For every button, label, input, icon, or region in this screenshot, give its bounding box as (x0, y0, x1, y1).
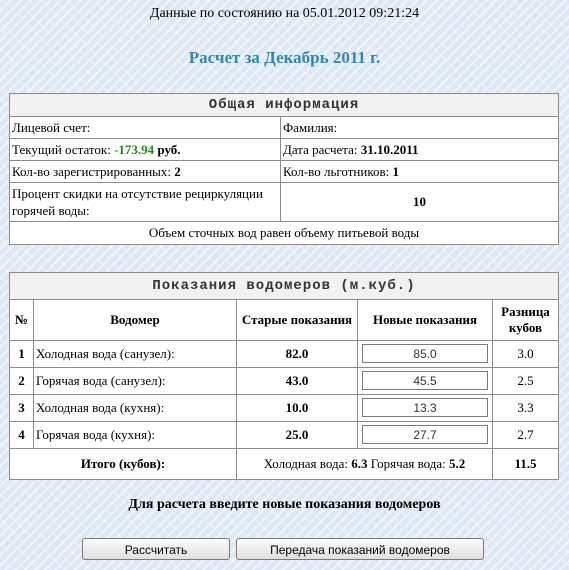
balance-value: -173.94 (114, 141, 155, 157)
col-old: Старые показания (237, 300, 358, 340)
table-row (10, 421, 558, 448)
meter-name: Горячая вода (санузел): (34, 367, 237, 394)
table-row (10, 394, 558, 421)
col-diff: Разница кубов (493, 300, 559, 340)
meter-readings-table (10, 300, 558, 479)
beneficiaries-value: 1 (392, 163, 399, 179)
total-cold-value: 6.3 (351, 455, 368, 471)
table-row (10, 367, 558, 394)
balance-unit: руб. (157, 141, 181, 157)
page-title: Расчет за Декабрь 2011 г. (188, 48, 381, 67)
input-hint: Для расчета введите новые показания водомеров (128, 497, 441, 512)
old-reading: 25.0 (237, 421, 358, 448)
calc-date-cell (281, 139, 559, 161)
registered-value: 2 (174, 163, 181, 179)
diff-value: 2.5 (493, 367, 559, 394)
meter-readings-panel (9, 272, 559, 480)
totals-row (10, 448, 558, 479)
sewage-note: Объем сточных вод равен объему питьевой воды (10, 222, 558, 245)
total-value: 11.5 (493, 448, 559, 479)
meter-readings-header: Показания водомеров (м.куб.) (10, 273, 558, 300)
meter-name: Горячая вода (кухня): (34, 421, 237, 448)
general-info-table (10, 117, 558, 244)
new-reading-input[interactable]: 13.3 (362, 398, 488, 417)
general-info-header: Общая информация (10, 94, 558, 117)
new-reading-input[interactable]: 85.0 (362, 344, 488, 363)
surname-label: Фамилия: (281, 117, 559, 139)
new-reading-input[interactable]: 27.7 (362, 425, 488, 444)
meter-name: Холодная вода (кухня): (34, 394, 237, 421)
row-num: 2 (10, 367, 34, 394)
old-reading: 43.0 (237, 367, 358, 394)
beneficiaries-cell (281, 161, 559, 183)
diff-value: 3.0 (493, 340, 559, 367)
table-row (10, 340, 558, 367)
diff-value: 2.7 (493, 421, 559, 448)
diff-value: 3.3 (493, 394, 559, 421)
old-reading: 82.0 (237, 340, 358, 367)
total-breakdown (237, 448, 493, 479)
registered-label: Кол-во зарегистрированных: (12, 163, 171, 179)
row-num: 4 (10, 421, 34, 448)
total-cold-label: Холодная вода: (263, 455, 348, 471)
col-meter: Водомер (34, 300, 237, 340)
old-reading: 10.0 (237, 394, 358, 421)
total-hot-value: 5.2 (449, 455, 466, 471)
general-info-panel (9, 93, 559, 245)
account-label: Лицевой счет: (10, 117, 281, 139)
total-label: Итого (кубов): (10, 448, 237, 479)
col-num: № (10, 300, 34, 340)
calculate-button[interactable]: Рассчитать (82, 538, 230, 560)
status-timestamp: Данные по состоянию на 05.01.2012 09:21:24 (149, 6, 420, 21)
total-hot-label: Горячая вода: (370, 455, 446, 471)
beneficiaries-label: Кол-во льготников: (283, 163, 390, 179)
balance-cell (10, 139, 281, 161)
row-num: 3 (10, 394, 34, 421)
registered-cell (10, 161, 281, 183)
discount-value: 10 (281, 183, 559, 222)
row-num: 1 (10, 340, 34, 367)
balance-label: Текущий остаток: (12, 141, 111, 157)
meter-name: Холодная вода (санузел): (34, 340, 237, 367)
submit-readings-button[interactable]: Передача показаний водомеров (236, 538, 484, 560)
discount-label: Процент скидки на отсутствие рециркуляции горячей воды: (10, 183, 281, 222)
new-reading-input[interactable]: 45.5 (362, 371, 488, 390)
calc-date-value: 31.10.2011 (360, 141, 419, 157)
calc-date-label: Дата расчета: (283, 141, 358, 157)
col-new: Новые показания (358, 300, 493, 340)
